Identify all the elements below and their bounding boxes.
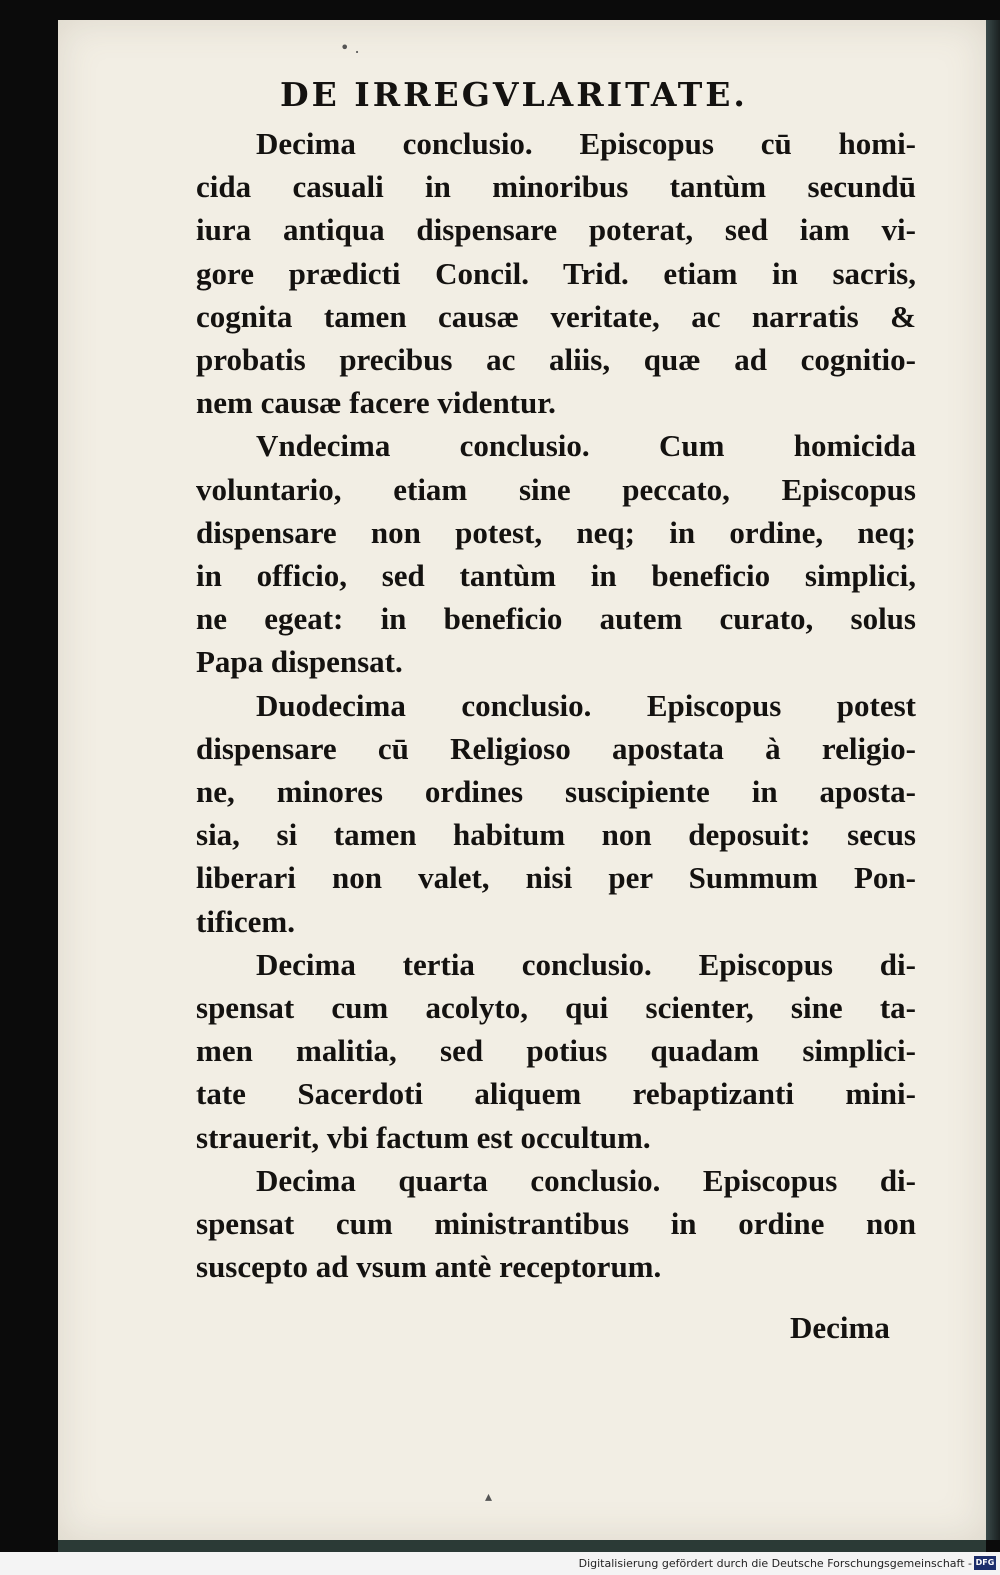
text-line-content: ne, minores ordines suscipiente in aposta-: [196, 774, 916, 809]
text-line: [196, 733, 916, 773]
text-line-content: Duodecima conclusio. Episcopus potest: [256, 688, 916, 723]
text-line: [196, 949, 916, 989]
funding-credit: Digitalisierung gefördert durch die Deutsche Forschungsgemeinschaft -: [578, 1557, 972, 1570]
text-line: [196, 1122, 916, 1162]
text-line: [196, 560, 916, 600]
text-line-content: Vndecima conclusio. Cum homicida: [256, 428, 916, 463]
text-line: [196, 517, 916, 557]
text-line: [196, 430, 916, 470]
text-line-content: nem causæ facere videntur.: [196, 385, 556, 420]
running-head: DE IRREGVLARITATE.: [280, 75, 748, 114]
text-line: [196, 1078, 916, 1118]
text-line-content: Decima conclusio. Episcopus cū homi-: [256, 126, 916, 161]
text-line-content: strauerit, vbi factum est occultum.: [196, 1120, 651, 1155]
page-edge: [986, 20, 1000, 1540]
text-line: [196, 862, 916, 902]
footer-bar: [0, 1552, 1000, 1575]
text-line-content: Decima quarta conclusio. Episcopus di-: [256, 1163, 916, 1198]
text-line-content: tificem.: [196, 904, 295, 939]
text-line: [196, 603, 916, 643]
text-line-content: spensat cum acolyto, qui scienter, sine ta-: [196, 990, 916, 1025]
text-line: [196, 214, 916, 254]
text-line-content: men malitia, sed potius quadam simplici-: [196, 1033, 916, 1068]
text-line: [196, 1251, 916, 1291]
text-line: [196, 301, 916, 341]
text-line-content: suscepto ad vsum antè receptorum.: [196, 1249, 662, 1284]
text-line: [196, 1035, 916, 1075]
text-line: [196, 387, 916, 427]
text-line-content: spensat cum ministrantibus in ordine non: [196, 1206, 916, 1241]
text-line: [196, 690, 916, 730]
text-line: [196, 1165, 916, 1205]
text-line-content: gore prædicti Concil. Trid. etiam in sacris,: [196, 256, 916, 291]
text-line-content: liberari non valet, nisi per Summum Pon-: [196, 860, 916, 895]
text-line-content: iura antiqua dispensare poterat, sed iam vi-: [196, 212, 916, 247]
text-line-content: probatis precibus ac aliis, quæ ad cognitio-: [196, 342, 916, 377]
text-line-content: cida casuali in minoribus tantùm secundū: [196, 169, 916, 204]
text-line-content: Papa dispensat.: [196, 644, 403, 679]
text-line-content: dispensare non potest, neq; in ordine, neq;: [196, 515, 916, 550]
text-line: [196, 992, 916, 1032]
text-line: [196, 1208, 916, 1248]
text-line: [196, 776, 916, 816]
catchword: Decima: [790, 1310, 890, 1345]
text-line: [196, 646, 916, 686]
signature-mark: ▴: [485, 1489, 493, 1505]
text-line: [196, 474, 916, 514]
text-line-content: Decima tertia conclusio. Episcopus di-: [256, 947, 916, 982]
top-marks: • .: [340, 38, 360, 57]
dfg-logo: DFG: [974, 1556, 996, 1570]
text-line-content: voluntario, etiam sine peccato, Episcopus: [196, 472, 916, 507]
text-line: [196, 258, 916, 298]
book-edge-strip: [58, 1540, 986, 1552]
text-line-content: in officio, sed tantùm in beneficio simplici,: [196, 558, 916, 593]
text-line: [196, 906, 916, 946]
text-line-content: cognita tamen causæ veritate, ac narratis &: [196, 299, 916, 334]
text-line: [196, 171, 916, 211]
text-line-content: ne egeat: in beneficio autem curato, solus: [196, 601, 916, 636]
text-line-content: dispensare cū Religioso apostata à religio-: [196, 731, 916, 766]
text-line: [196, 128, 916, 168]
text-line-content: tate Sacerdoti aliquem rebaptizanti mini-: [196, 1076, 916, 1111]
text-line: [196, 819, 916, 859]
text-line: [196, 344, 916, 384]
text-line-content: sia, si tamen habitum non deposuit: secus: [196, 817, 916, 852]
